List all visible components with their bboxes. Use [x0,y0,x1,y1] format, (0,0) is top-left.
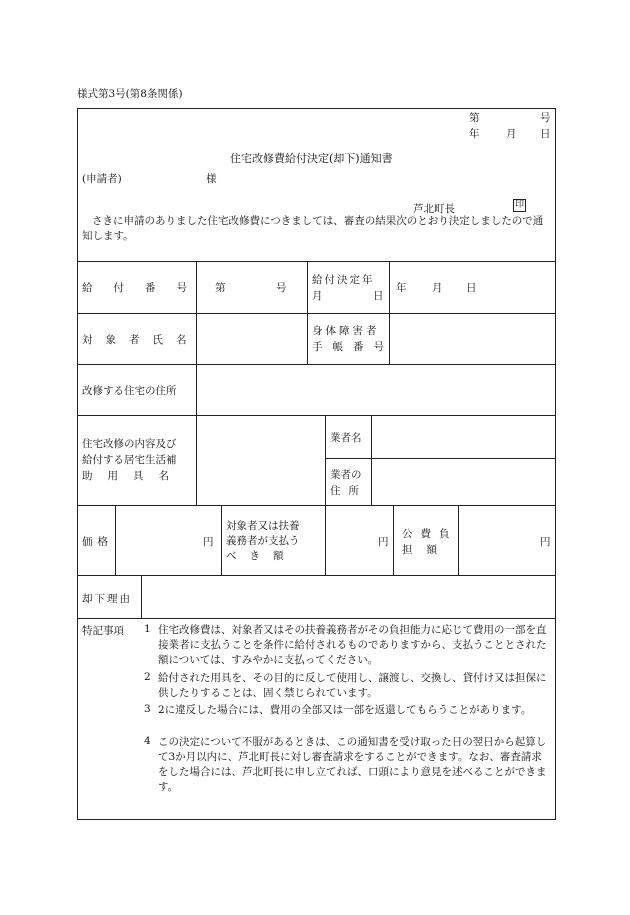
payer-yen: 円 [378,536,389,548]
note-3-number: 3 [144,703,151,715]
content-label-3: 助用具名 [82,470,184,482]
public-burden-label-1: 公費負 [402,528,458,540]
column-divider [393,505,394,575]
row-divider [77,415,556,416]
content-label-1: 住宅改修の内容及び [82,438,177,450]
payer-label-1: 対象者又は扶養 [226,520,300,532]
column-divider [325,415,326,575]
applicant-label: (申請者) [82,173,122,185]
payment-number-prefix: 第 [215,282,226,294]
public-burden-label-2: 担額 [402,544,451,556]
row-divider [325,458,556,459]
price-yen: 円 [203,536,214,548]
issuer-name: 芦北町長 [413,203,455,215]
payment-number-label-text: 給付番号 [82,282,208,294]
payment-number-suffix: 号 [276,282,287,294]
column-divider [196,415,197,505]
seal-mark: 印 [514,200,524,210]
note-1-text: 住宅改修費は、対象者又はその扶養義務者がその負担能力に応じて費用の一部を直接業者に支払うことを条件に給付されるものでありますから、支払うこととされた額については、すみやかに支払ってください。 [158,624,547,666]
intro-text: さきに申請のありました住宅改修費につきましては、審査の結果次のとおり決定しましたので通知します。 [82,215,544,242]
price-label: 価格 [82,536,113,548]
row-divider [77,261,556,262]
decision-date-tsuki: 月 [432,282,443,294]
note-3-text: 2に違反した場合には、費用の全部又は一部を返還してもらうことがあります。 [158,704,532,716]
notes-label: 特記事項 [82,625,124,637]
row-divider [77,364,556,365]
header-dai: 第 [469,112,480,124]
column-divider [307,261,308,364]
decision-date-hi: 日 [466,282,477,294]
payer-label-2: 義務者が支払う [226,535,300,547]
payment-number-label [82,280,208,295]
row-divider [77,575,556,576]
note-4-number: 4 [144,735,151,747]
decision-date-label-1: 給付決定年 [312,274,375,286]
disability-label-2: 手帳番号 [312,341,394,353]
note-2-text: 給付された用具を、その目的に反して使用し、譲渡し、交換し、貸付け又は担保に供したりすることは、固く禁じられています。 [158,672,547,699]
decision-date-nen: 年 [396,282,407,294]
column-divider [221,505,222,575]
disability-label-1: 身体障害者 [312,325,380,337]
address-label: 改修する住宅の住所 [82,385,177,397]
target-name-label: 対象者氏名 [82,334,200,346]
header-go: 号 [540,112,551,124]
note-1-number: 1 [144,623,151,635]
applicant-sama: 様 [206,173,217,185]
vendor-address-label-1: 業者の [330,469,362,481]
payer-label-3: べき額 [226,550,297,562]
form-number: 様式第3号(第8条関係) [77,88,183,100]
document-title: 住宅改修費給付決定(却下)通知書 [230,152,393,165]
header-tsuki: 月 [506,128,517,140]
public-burden-yen: 円 [540,536,551,548]
header-hi: 日 [540,128,551,140]
vendor-name-label: 業者名 [330,432,362,444]
decision-date-label-2b: 日 [373,290,384,302]
header-nen: 年 [469,128,480,140]
column-divider [141,575,142,618]
note-2-number: 2 [144,671,151,683]
column-divider [115,505,116,575]
row-divider [77,505,556,506]
note-4-text: この決定について不服があるときは、この通知書を受け取った日の翌日から起算して3か月以内に、芦北町長に対し審査請求をすることができます。なお、審査請求をした場合には、芦北町長に申し立てれば、口頭により意見を述べることができます。 [158,736,547,793]
decision-date-label-2a: 月 [312,290,323,302]
content-label-2: 給付する居宅生活補 [82,454,177,466]
row-divider [77,618,556,619]
row-divider [77,313,556,314]
column-divider [458,505,459,575]
column-divider [371,415,372,505]
vendor-address-label-2: 住所 [330,485,367,497]
rejection-reason-label: 却下理由 [82,593,132,605]
